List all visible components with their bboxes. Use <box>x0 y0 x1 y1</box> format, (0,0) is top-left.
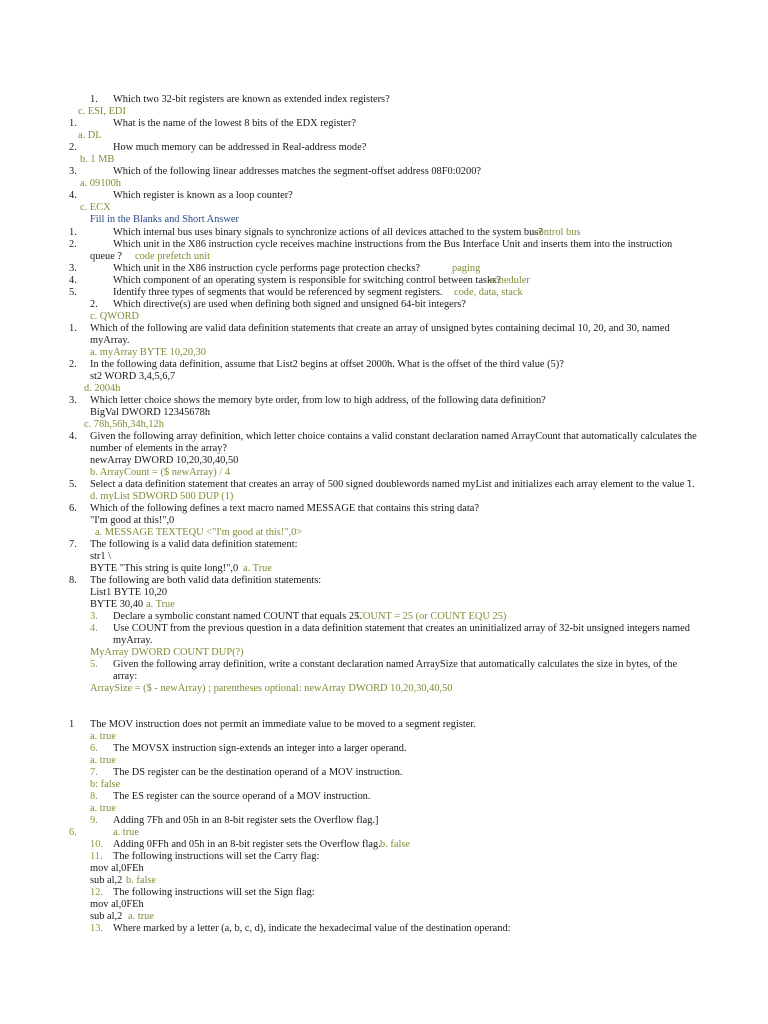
question-number: 5. <box>69 479 77 490</box>
question-text: Which of the following are valid data definition statements that create an array of unsigned bytes containing decimal 10, 20, and 30, named <box>90 323 670 334</box>
code-line: mov al,0FEh <box>90 899 144 910</box>
code-line: BYTE 30,40 <box>90 599 144 610</box>
answer-text: d. myList SDWORD 500 DUP (1) <box>90 491 234 502</box>
question-number: 2. <box>69 359 77 370</box>
question-number: 6. <box>69 827 77 838</box>
question-number: 9. <box>90 815 98 826</box>
answer-text: COUNT = 25 (or COUNT EQU 25) <box>356 611 507 622</box>
answer-text: c. ECX <box>80 202 111 213</box>
code-line: BigVal DWORD 12345678h <box>90 407 211 418</box>
question-text: Use COUNT from the previous question in a data definition statement that creates an uninitialized array of 32-bit unsigned integers named <box>113 623 690 634</box>
question-number: 8. <box>90 791 98 802</box>
question-number: 4. <box>90 623 98 634</box>
answer-text: c. QWORD <box>90 311 140 322</box>
question-text: The following instructions will set the Carry flag: <box>113 851 320 862</box>
answer-text: d. 2004h <box>84 383 121 394</box>
answer-text: MyArray DWORD COUNT DUP(?) <box>90 647 244 658</box>
question-text: Where marked by a letter (a, b, c, d), indicate the hexadecimal value of the destination operand: <box>113 923 511 934</box>
question-number: 8. <box>69 575 77 586</box>
question-number: 1. <box>69 118 77 129</box>
question-text: Which of the following defines a text macro named MESSAGE that contains this string data? <box>90 503 479 514</box>
question-text: The following are both valid data definition statements: <box>90 575 322 586</box>
question-number: 6. <box>69 503 77 514</box>
answer-text: control bus <box>534 227 581 238</box>
question-text: The MOV instruction does not permit an immediate value to be moved to a segment register. <box>90 719 476 730</box>
question-number: 13. <box>90 923 103 934</box>
answer-text: a. True <box>243 563 272 574</box>
question-text: In the following data definition, assume that List2 begins at offset 2000h. What is the offset of the third value (5)? <box>90 359 564 370</box>
question-text: Declare a symbolic constant named COUNT that equals 25. <box>113 611 362 622</box>
question-text: Adding 0FFh and 05h in an 8-bit register sets the Overflow flag. <box>113 839 381 850</box>
question-number: 3. <box>69 395 77 406</box>
question-number: 2. <box>90 299 98 310</box>
answer-text: a. DL <box>78 130 102 141</box>
question-number: 1. <box>69 323 77 334</box>
question-number: 2. <box>69 142 77 153</box>
code-line: mov al,0FEh <box>90 863 144 874</box>
answer-text: a. true <box>90 755 116 766</box>
answer-text: b: false <box>90 779 121 790</box>
answer-text: a. 09100h <box>80 178 121 189</box>
question-text: Select a data definition statement that creates an array of 500 signed doublewords named myList and initializes each array element to the value ̃1. <box>90 479 695 490</box>
question-text: Which two 32-bit registers are known as extended index registers? <box>113 94 390 105</box>
answer-text: a. true <box>113 827 139 838</box>
question-number: 3. <box>69 263 77 274</box>
question-number: 11. <box>90 851 103 862</box>
answer-text: b. 1 MB <box>80 154 115 165</box>
question-number: 4. <box>69 190 77 201</box>
answer-text: a. myArray BYTE 10,20,30 <box>90 347 207 358</box>
question-text: Given the following array definition, write a constant declaration named ArraySize that automatically calculates the size in bytes, of the <box>113 659 678 670</box>
question-text: Adding 7Fh and 05h in an 8-bit register sets the Overflow flag.] <box>113 815 379 826</box>
answer-text: scheduler <box>490 275 530 286</box>
answer-text: a. True <box>146 599 175 610</box>
answer-text: b. false <box>380 839 411 850</box>
question-number: 1. <box>90 94 98 105</box>
question-text-continued: queue ? <box>90 251 123 262</box>
question-number: 5. <box>90 659 98 670</box>
answer-text: b. ArrayCount = ($ newArray) / 4 <box>90 467 231 478</box>
question-text-continued: myArray. <box>113 635 153 646</box>
question-text-continued: myArray. <box>90 335 130 346</box>
question-text: Which internal bus uses binary signals to synchronize actions of all devices attached to the system bus? <box>113 227 543 238</box>
code-line: st2 WORD 3,4,5,6,7 <box>90 371 176 382</box>
question-text: Which register is known as a loop counter? <box>113 190 293 201</box>
question-number: 4. <box>69 275 77 286</box>
answer-text: a. true <box>128 911 154 922</box>
answer-text: a. true <box>90 803 116 814</box>
question-number: 10. <box>90 839 103 850</box>
answer-text: c. ESI, EDI <box>78 106 126 117</box>
question-text: Which of the following linear addresses matches the segment-offset address 08F0:0200? <box>113 166 481 177</box>
question-number: 6. <box>90 743 98 754</box>
question-text: Which unit in the X86 instruction cycle receives machine instructions from the Bus Interface Unit and inserts them into the instruction <box>113 239 673 250</box>
question-text: The ES register can the source operand of a MOV instruction. <box>113 791 371 802</box>
question-number: 12. <box>90 887 103 898</box>
answer-text: c. 78h,56h,34h,12h <box>84 419 164 430</box>
question-number: 5. <box>69 287 77 298</box>
question-text: What is the name of the lowest 8 bits of the EDX register? <box>113 118 356 129</box>
question-number: 1. <box>69 227 77 238</box>
question-text: Which directive(s) are used when defining both signed and unsigned 64-bit integers? <box>113 299 466 310</box>
answer-text: b. false <box>126 875 157 886</box>
question-text: How much memory can be addressed in Real-address mode? <box>113 142 367 153</box>
code-line: List1 BYTE 10,20 <box>90 587 168 598</box>
question-text: The MOVSX instruction sign-extends an integer into a larger operand. <box>113 743 407 754</box>
answer-text: code, data, stack <box>454 287 523 298</box>
question-number: 7. <box>69 539 77 550</box>
answer-text: code prefetch unit <box>135 251 211 262</box>
section-heading: Fill in the Blanks and Short Answer <box>90 214 239 225</box>
code-line: str1 \ <box>90 551 112 562</box>
question-number: 1 <box>69 719 75 730</box>
question-number: 2. <box>69 239 77 250</box>
question-text-continued: array: <box>113 671 138 682</box>
question-text: The following is a valid data definition statement: <box>90 539 298 550</box>
question-text: Which unit in the X86 instruction cycle performs page protection checks? <box>113 263 421 274</box>
answer-text: paging <box>452 263 481 274</box>
code-line: BYTE "This string is quite long!",0 <box>90 563 239 574</box>
question-number: 3. <box>90 611 98 622</box>
question-number: 3. <box>69 166 77 177</box>
question-text-continued: number of elements in the array? <box>90 443 228 454</box>
question-text: The DS register can be the destination operand of a MOV instruction. <box>113 767 403 778</box>
question-text: Identify three types of segments that would be referenced by segment registers. <box>113 287 443 298</box>
question-text: The following instructions will set the Sign flag: <box>113 887 315 898</box>
question-number: 7. <box>90 767 98 778</box>
question-number: 4. <box>69 431 77 442</box>
code-line: newArray DWORD 10,20,30,40,50 <box>90 455 239 466</box>
answer-text: a. true <box>90 731 116 742</box>
code-line: "I'm good at this!",0 <box>90 515 175 526</box>
code-line: sub al,2 <box>90 911 123 922</box>
question-text: Which component of an operating system is responsible for switching control between tasks? <box>113 275 501 286</box>
code-line: sub al,2 <box>90 875 123 886</box>
question-text: Which letter choice shows the memory byte order, from low to high address, of the following data definition? <box>90 395 546 406</box>
answer-text: a. MESSAGE TEXTEQU <"I'm good at this!",0> <box>95 527 303 538</box>
answer-text: ArraySize = ($ - newArray) ; parentheses optional: newArray DWORD 10,20,30,40,50 <box>90 683 453 694</box>
question-text: Given the following array definition, which letter choice contains a valid constant declaration named ArrayCount that automatically calculates the <box>90 431 697 442</box>
